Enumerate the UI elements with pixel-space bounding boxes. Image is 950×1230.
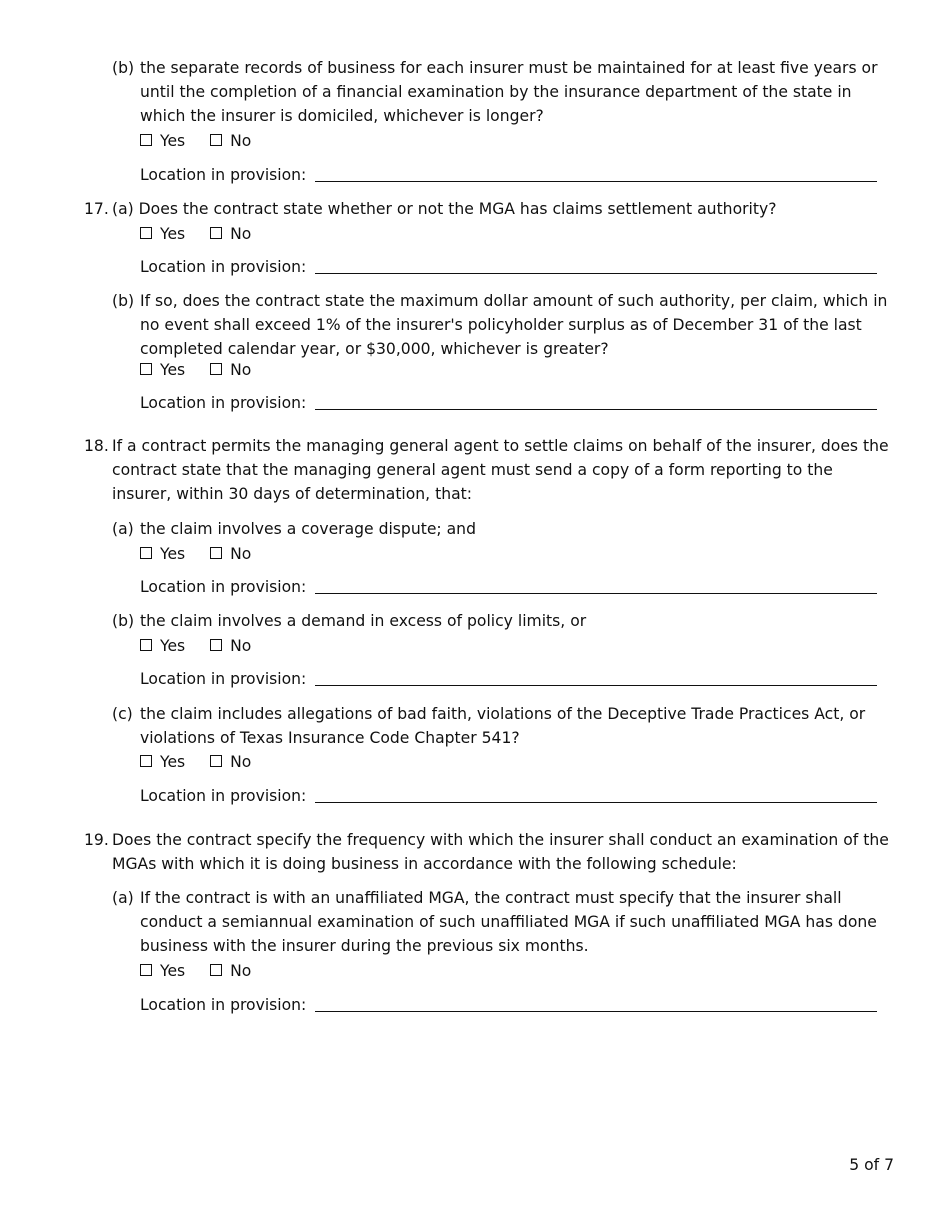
page-number: 5 of 7 [849,1156,894,1174]
checkbox-no[interactable] [210,547,222,559]
question-19-number: 19. [84,831,109,849]
item-17a-text: (a) Does the contract state whether or not the MGA has claims settlement authority? [112,200,777,218]
no-label: No [230,361,252,379]
location-label: Location in provision: [140,394,307,412]
location-input-line[interactable] [315,667,877,686]
location-label: Location in provision: [140,166,307,184]
item-18a-label: (a) [112,520,134,538]
checkbox-yes[interactable] [140,755,152,767]
item-16b-label: (b) [112,59,135,77]
question-17-number: 17. [84,200,109,218]
item-18b-answer [140,634,251,658]
checkbox-yes[interactable] [140,964,152,976]
item-17a-answer [140,222,251,246]
checkbox-no[interactable] [210,639,222,651]
question-18-number: 18. [84,437,109,455]
item-16b-location [140,163,877,187]
item-17b-label: (b) [112,292,135,310]
location-input-line[interactable] [315,575,877,594]
location-label: Location in provision: [140,258,307,276]
item-18c-location [140,784,877,808]
location-label: Location in provision: [140,787,307,805]
item-18c-answer [140,750,251,774]
item-19a-text: If the contract is with an unaffiliated MGA, the contract must specify that the insurer shall conduct a semiannual examination of such unaffiliated MGA if such unaffiliated MGA has done business with the insurer during the previous six months. [140,889,877,955]
checkbox-yes[interactable] [140,639,152,651]
location-label: Location in provision: [140,670,307,688]
location-input-line[interactable] [315,784,877,803]
location-label: Location in provision: [140,996,307,1014]
checkbox-no[interactable] [210,755,222,767]
yes-label: Yes [160,361,186,379]
checkbox-yes[interactable] [140,363,152,375]
checkbox-yes[interactable] [140,547,152,559]
no-label: No [230,545,252,563]
location-input-line[interactable] [315,255,877,274]
item-18c-text: the claim includes allegations of bad faith, violations of the Deceptive Trade Practices Act, or violations of Texas Insurance Code Chapter 541? [140,705,866,747]
location-input-line[interactable] [315,163,877,182]
checkbox-no[interactable] [210,964,222,976]
yes-label: Yes [160,132,186,150]
item-16b-text: the separate records of business for each insurer must be maintained for at least five years or until the completion of a financial examination by the insurance department of the state in which the insurer is domiciled, whichever is longer? [140,59,878,125]
yes-label: Yes [160,962,186,980]
item-17b-text: If so, does the contract state the maximum dollar amount of such authority, per claim, which in no event shall exceed 1% of the insurer's policyholder surplus as of December 31 of the last completed calendar year, or $30,000, whichever is greater? [140,292,888,358]
item-17b-location [140,391,877,415]
item-19a-location [140,993,877,1017]
question-19-text: Does the contract specify the frequency with which the insurer shall conduct an examination of the MGAs with which it is doing business in accordance with the following schedule: [112,831,889,873]
no-label: No [230,962,252,980]
location-label: Location in provision: [140,578,307,596]
no-label: No [230,225,252,243]
location-input-line[interactable] [315,391,877,410]
checkbox-no[interactable] [210,363,222,375]
checkbox-no[interactable] [210,134,222,146]
yes-label: Yes [160,225,186,243]
item-19a-answer [140,959,251,983]
checkbox-yes[interactable] [140,227,152,239]
item-19a-label: (a) [112,889,134,907]
yes-label: Yes [160,753,186,771]
item-17b-answer [140,358,251,382]
yes-label: Yes [160,545,186,563]
item-18b-text: the claim involves a demand in excess of policy limits, or [140,612,587,630]
no-label: No [230,637,252,655]
question-18-text: If a contract permits the managing general agent to settle claims on behalf of the insurer, does the contract state that the managing general agent must send a copy of a form reporting to the insurer, within 30 days of determination, that: [112,437,889,503]
checkbox-no[interactable] [210,227,222,239]
item-18a-text: the claim involves a coverage dispute; and [140,520,476,538]
checkbox-yes[interactable] [140,134,152,146]
yes-label: Yes [160,637,186,655]
item-16b-answer [140,129,251,153]
item-18b-location [140,667,877,691]
item-17a-location [140,255,877,279]
item-18b-label: (b) [112,612,135,630]
location-input-line[interactable] [315,993,877,1012]
no-label: No [230,132,252,150]
item-18a-location [140,575,877,599]
no-label: No [230,753,252,771]
item-18a-answer [140,542,251,566]
item-18c-label: (c) [112,705,133,723]
